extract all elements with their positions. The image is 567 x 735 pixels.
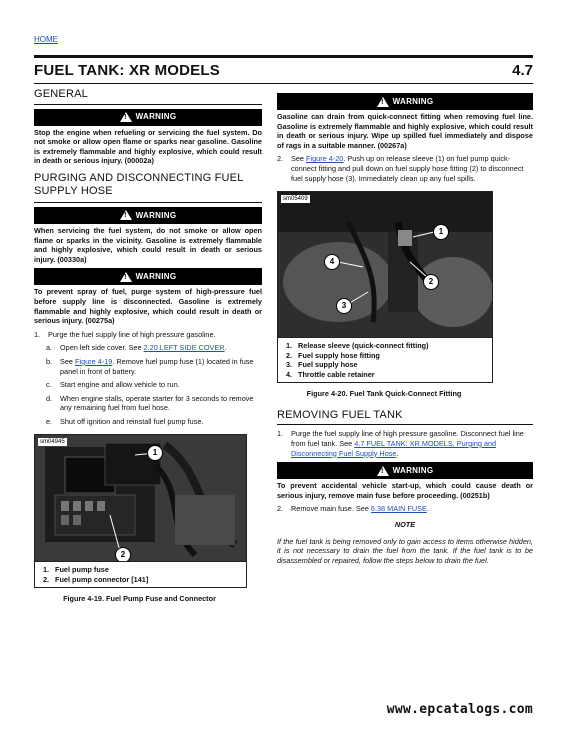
procedure-step (34, 330, 262, 340)
substep-text: Shut off ignition and reinstall fuel pump fuse. (60, 416, 204, 426)
substep-letter: d. (46, 393, 53, 403)
figure-4-20-link[interactable]: Figure 4-20 (306, 154, 344, 164)
page-number: 4.7 (512, 62, 533, 79)
step-number: 1. (277, 429, 284, 439)
substep-letter: a. (46, 343, 53, 353)
note-label: NOTE (394, 519, 416, 529)
substep-text: When engine stalls, operate starter for 3 seconds to remove any remaining fuel from fuel hose. (60, 393, 254, 413)
warning-label: WARNING (392, 96, 434, 106)
figure-caption: Figure 4-20. Fuel Tank Quick-Connect Fitting (306, 389, 462, 399)
main-fuse-link[interactable]: 6.38 MAIN FUSE (370, 504, 427, 514)
callout-1: 1 (147, 445, 163, 461)
callout-2: 2 (423, 274, 439, 290)
step-text: Purge the fuel supply line of high pressure gasoline. (48, 329, 216, 339)
left-column (34, 88, 262, 614)
warning-triangle-icon: ! (120, 272, 132, 282)
procedure-step (277, 154, 533, 183)
callout-2: 2 (115, 547, 131, 563)
step-text: Remove main fuse. See 6.38 MAIN FUSE. (291, 504, 429, 514)
removing-heading: REMOVING FUEL TANK (277, 409, 533, 426)
title-rule (34, 83, 533, 84)
legend-item: 4. Throttle cable retainer (286, 369, 375, 379)
warning-banner (34, 109, 262, 126)
warning-label: WARNING (135, 112, 177, 122)
procedure-substep (46, 357, 262, 376)
site-watermark: www.epcatalogs.com (386, 702, 533, 717)
warning-triangle-icon: ! (120, 210, 132, 220)
substep-text: See Figure 4-19. Remove fuel pump fuse (1) located in fuse panel in front of battery. (60, 356, 254, 376)
left-side-cover-link[interactable]: 2.20 LEFT SIDE COVER (143, 343, 225, 353)
procedure-step (277, 504, 533, 514)
warning-triangle-icon: ! (120, 112, 132, 122)
warning-banner (277, 462, 533, 479)
figure-legend (278, 337, 492, 382)
figure-caption: Figure 4-19. Fuel Pump Fuse and Connector (63, 594, 216, 604)
procedure-substep (46, 417, 262, 427)
warning-text: When servicing the fuel system, do not smoke or allow open flame or sparks in the vicinity. Gasoline is extremely flammable and highly explosive, which could result in death or serious injury. (00330a) (34, 225, 262, 264)
callout-3: 3 (336, 298, 352, 314)
legend-item: 3. Fuel supply hose (286, 360, 358, 370)
callout-4: 4 (324, 254, 340, 270)
legend-item: 1. Release sleeve (quick-connect fitting) (286, 341, 429, 351)
general-heading: GENERAL (34, 88, 262, 105)
warning-label: WARNING (392, 465, 434, 475)
page-title: FUEL TANK: XR MODELS (34, 62, 220, 79)
warning-banner (34, 207, 262, 224)
top-rule (34, 55, 533, 58)
figure-4-20-image (277, 191, 493, 383)
figure-legend (35, 561, 246, 587)
procedure-substep (46, 343, 262, 353)
substep-letter: c. (46, 380, 52, 390)
callout-1: 1 (433, 224, 449, 240)
legend-item: 1. Fuel pump fuse (43, 565, 109, 575)
warning-text: To prevent spray of fuel, purge system of high-pressure fuel before supply line is disconnected. Gasoline is extremely flammable and highly explosive, which could result in death or serious injury. (00275a) (34, 287, 262, 326)
warning-text: To prevent accidental vehicle start-up, which could cause death or serious injury, remove main fuse before proceeding. (00251b) (277, 481, 533, 500)
warning-banner (277, 93, 533, 110)
purging-section-link[interactable]: 4.7 FUEL TANK: XR MODELS, Purging and Disconnecting Fuel Supply Hose (291, 438, 497, 458)
step-text: See Figure 4-20. Push up on release sleeve (1) on fuel pump quick-connect fitting and pull down on fuel supply hose fitting (2) to disconnect fuel supply hose (3). Immediately clean up any fuel spills. (291, 154, 524, 183)
procedure-step (277, 429, 533, 458)
step-text: Purge the fuel supply line of high pressure gasoline. Disconnect fuel line from fuel tank. See 4.7 FUEL TANK: XR MODELS, Purging and Disconnecting Fuel Supply Hose. (291, 429, 524, 458)
warning-label: WARNING (135, 272, 177, 282)
warning-banner (34, 268, 262, 285)
note-text: If the fuel tank is being removed only to gain access to items otherwise hidden, it is not necessary to drain the fuel from the tank. If the fuel tank is to be disassembled or repaired, follow the steps below to drain the fuel. (277, 536, 533, 565)
figure-4-19-image (34, 434, 247, 588)
step-number: 2. (277, 504, 284, 514)
substep-text: Open left side cover. See 2.20 LEFT SIDE COVER. (60, 343, 227, 353)
substep-letter: b. (46, 356, 53, 366)
home-link[interactable]: HOME (34, 35, 58, 44)
procedure-substep (46, 394, 262, 413)
procedure-substep (46, 380, 262, 390)
step-number: 2. (277, 154, 284, 164)
warning-label: WARNING (135, 210, 177, 220)
warning-triangle-icon: ! (377, 97, 389, 107)
purging-heading: PURGING AND DISCONNECTING FUEL SUPPLY HOSE (34, 170, 262, 203)
figure-id: sm04945 (40, 439, 65, 446)
figure-id: sm05409 (283, 196, 308, 203)
warning-text: Gasoline can drain from quick-connect fitting when removing fuel line. Gasoline is extremely flammable and highly explosive, which could result in death or serious injury. Wipe up spilled fuel immediately and dispose of rags in a suitable manner. (00267a) (277, 112, 533, 150)
legend-item: 2. Fuel pump connector [141] (43, 574, 149, 584)
substep-letter: e. (46, 416, 53, 426)
figure-4-19-link[interactable]: Figure 4-19 (75, 356, 113, 366)
step-number: 1. (34, 329, 41, 339)
right-column (277, 93, 533, 573)
warning-text: Stop the engine when refueling or servicing the fuel system. Do not smoke or allow open flame or sparks near gasoline. Gasoline is extremely flammable and highly explosive, which could result in death or serious injury. (00002a) (34, 127, 262, 166)
warning-triangle-icon: ! (377, 466, 389, 476)
legend-item: 2. Fuel supply hose fitting (286, 350, 380, 360)
substep-text: Start engine and allow vehicle to run. (60, 380, 180, 390)
